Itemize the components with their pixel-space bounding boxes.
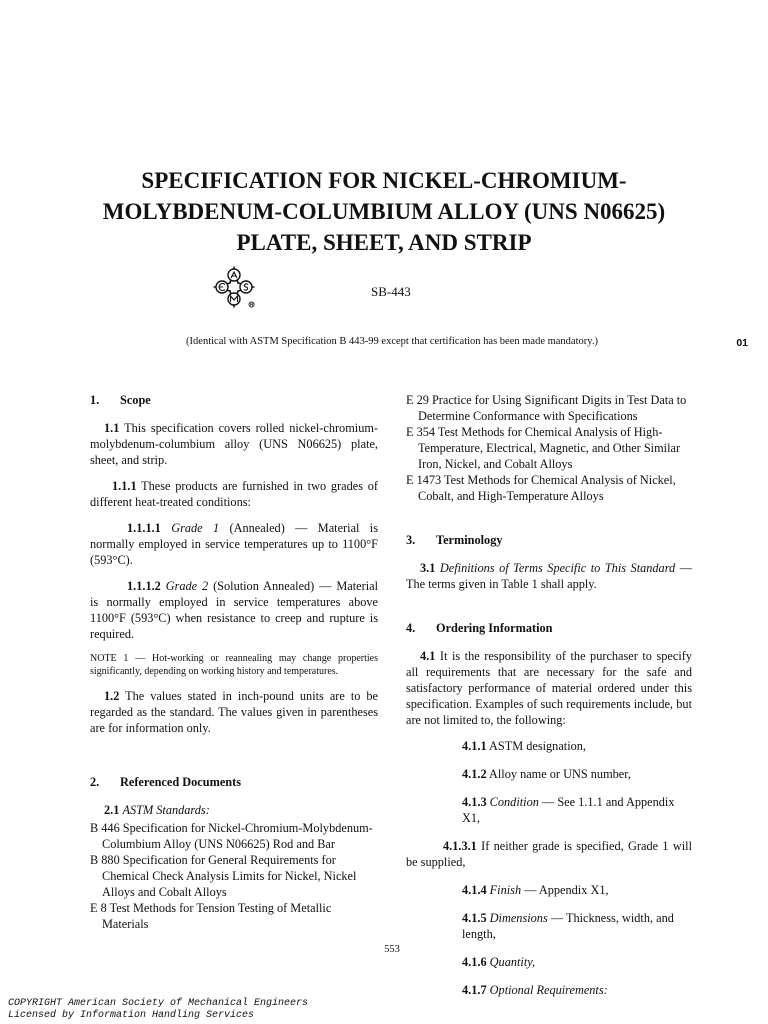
page-number: 553 [384, 944, 400, 955]
clause-number: 1.1.1.2 [127, 579, 161, 593]
clause-label: Optional Requirements: [489, 983, 608, 997]
clause-number: 1.2 [104, 689, 120, 703]
item-4-1-7 [406, 982, 692, 998]
title-line-2: MOLYBDENUM-COLUMBIUM ALLOY (UNS N06625) [102, 199, 666, 224]
section-title: Scope [120, 393, 151, 407]
clause-number: 4.1.4 [462, 883, 487, 897]
clause-text: ASTM designation, [486, 739, 586, 753]
copyright-footer [8, 998, 308, 1022]
section-heading-scope [90, 392, 378, 408]
reference-item: B 880 Specification for General Requirements for Chemical Check Analysis Limits for Nickel, Nickel Alloys and Cobalt Alloys [90, 853, 357, 899]
clause-label: Finish [489, 883, 522, 897]
clause-text: — See 1.1.1 and Appendix X1, [462, 795, 675, 825]
clause-number: 4.1.5 [462, 911, 487, 925]
document-title [0, 165, 768, 258]
clause-label: Condition [489, 795, 539, 809]
copyright-line-2: Licensed by Information Handling Services [8, 1010, 255, 1021]
clause-number: 1.1 [104, 421, 120, 435]
paragraph-1-1-1 [90, 478, 378, 510]
clause-label: ASTM Standards: [122, 803, 210, 817]
clause-number: 4.1 [420, 649, 436, 663]
clause-number: 4.1.3.1 [443, 839, 477, 853]
reference-item: E 354 Test Methods for Chemical Analysis of High-Temperature, Electrical, Magnetic, and Other Similar Iron, Nickel, and Cobalt Alloys [406, 425, 681, 471]
revision-margin-note: 01 [736, 337, 748, 349]
asme-logo-icon [213, 266, 255, 308]
clause-number: 4.1.3 [462, 795, 487, 809]
clause-label: Definitions of Terms Specific to This Standard [439, 561, 676, 575]
spec-code: SB-443 [371, 284, 411, 299]
clause-text: — The terms given in Table 1 shall apply. [406, 561, 693, 591]
clause-text: — Thickness, width, and length, [462, 911, 674, 941]
item-4-1-1 [406, 738, 692, 754]
section-number: 2. [90, 775, 100, 789]
reference-item: E 1473 Test Methods for Chemical Analysis of Nickel, Cobalt, and High-Temperature Alloys [406, 473, 676, 503]
item-4-1-3-1 [406, 838, 692, 870]
section-title: Terminology [436, 533, 503, 547]
clause-text: Alloy name or UNS number, [486, 767, 631, 781]
section-number: 3. [406, 533, 416, 547]
item-4-1-6 [406, 954, 692, 970]
paragraph-1-2 [90, 688, 378, 736]
clause-text: This specification covers rolled nickel-chromium-molybdenum-columbium alloy (UNS N06625) plate, sheet, and strip. [90, 421, 378, 467]
clause-number: 1.1.1 [112, 479, 137, 493]
clause-number: 2.1 [104, 803, 120, 817]
grade-label: Grade 1 [171, 521, 220, 535]
paragraph-3-1 [406, 560, 692, 592]
right-column [406, 392, 692, 1010]
clause-text: The values stated in inch-pound units are to be regarded as the standard. The values given in parentheses are for information only. [90, 689, 378, 735]
section-number: 4. [406, 621, 416, 635]
item-4-1-4 [406, 882, 692, 898]
item-4-1-2 [406, 766, 692, 782]
item-4-1-5 [406, 910, 692, 942]
clause-text: These products are furnished in two grades of different heat-treated conditions: [90, 479, 378, 509]
section-heading-ordering-information [406, 620, 692, 636]
section-heading-terminology [406, 532, 692, 548]
clause-number: 3.1 [420, 561, 436, 575]
clause-number: 1.1.1.1 [127, 521, 161, 535]
copyright-line-1: COPYRIGHT American Society of Mechanical Engineers [8, 998, 309, 1009]
title-line-1: SPECIFICATION FOR NICKEL-CHROMIUM- [141, 168, 627, 193]
clause-text: It is the responsibility of the purchaser to specify all requirements that are necessary for the safe and satisfactory performance of material ordered under this specification. Examples of such requirements include, but are not limited to, the following: [406, 649, 692, 727]
paragraph-1-1-1-1 [90, 520, 378, 568]
note-1: NOTE 1 — Hot-working or reannealing may change properties significantly, depending on working history and temperatures. [90, 653, 378, 677]
left-column [90, 392, 378, 932]
clause-text: (Solution Annealed) — Material is normally employed in service temperatures above 1100°F (593°C) when resistance to creep and rupture is required. [90, 579, 378, 641]
clause-text: — Appendix X1, [521, 883, 609, 897]
section-number: 1. [90, 393, 100, 407]
clause-number: 4.1.2 [462, 767, 487, 781]
paragraph-2-1 [90, 802, 378, 818]
clause-number: 4.1.1 [462, 739, 487, 753]
identical-note: (Identical with ASTM Specification B 443-99 except that certification has been made mandatory.) [186, 336, 598, 347]
title-line-3: PLATE, SHEET, AND STRIP [236, 230, 532, 255]
clause-label: Quantity, [489, 955, 536, 969]
section-title: Referenced Documents [120, 775, 241, 789]
clause-number: 4.1.7 [462, 983, 487, 997]
paragraph-1-1-1-2 [90, 578, 378, 642]
grade-label: Grade 2 [165, 579, 209, 593]
paragraph-4-1 [406, 648, 692, 728]
reference-item: B 446 Specification for Nickel-Chromium-Molybdenum-Columbium Alloy (UNS N06625) Rod and Bar [90, 821, 373, 851]
item-4-1-3 [406, 794, 692, 826]
section-title: Ordering Information [436, 621, 553, 635]
clause-number: 4.1.6 [462, 955, 487, 969]
reference-item: E 8 Test Methods for Tension Testing of Metallic Materials [90, 901, 332, 931]
reference-item: E 29 Practice for Using Significant Digits in Test Data to Determine Conformance with Specifications [406, 393, 687, 423]
clause-label: Dimensions [489, 911, 548, 925]
section-heading-referenced-documents [90, 774, 378, 790]
clause-text: If neither grade is specified, Grade 1 will be supplied, [406, 839, 692, 869]
clause-text: (Annealed) — Material is normally employed in service temperatures up to 1100°F (593°C). [90, 521, 378, 567]
paragraph-1-1 [90, 420, 378, 468]
